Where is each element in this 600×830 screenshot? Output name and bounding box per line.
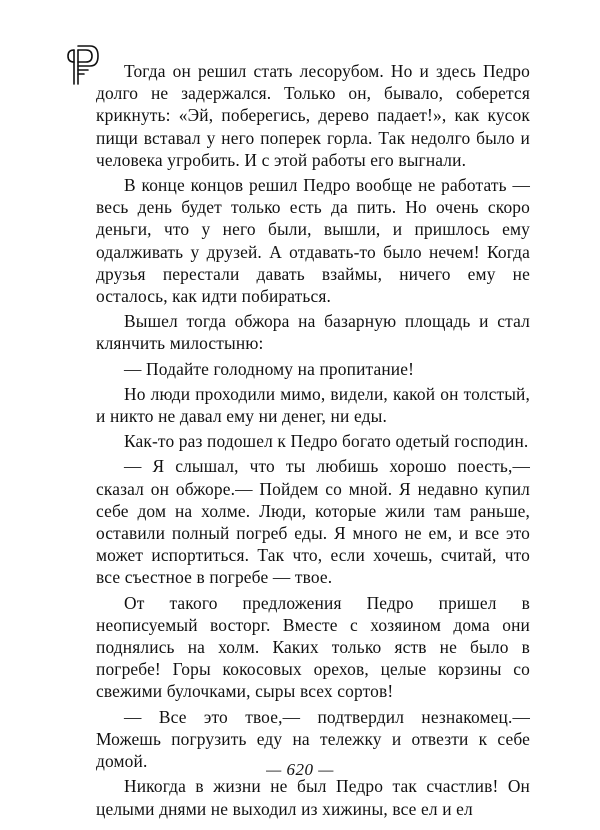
paragraph: Тогда он решил стать лесорубом. Но и здесь Педро долго не задержался. Только он, бывало, соберется крикнуть: «Эй, поберегись, дерево падает!», как кусок пищи вставал у него поперек горла. Так недолго было и человека угробить. И с этой работы его выгнали. <box>96 61 530 170</box>
paragraph: Вышел тогда обжора на базарную площадь и стал клянчить милостыню: <box>96 311 530 354</box>
paragraph: — Все это твое,— подтвердил незнакомец.— Можешь погрузить еду на тележку и отвезти к себе домой. <box>96 706 530 772</box>
paragraph: — Подайте голодному на пропитание! <box>124 358 415 379</box>
paragraph: В конце концов решил Педро вообще не работать — весь день будет только есть да пить. Но очень скоро деньги, что у него были, вышли, и пришлось ему одалживать у друзей. А отдавать-то было нечем! Когда друзья перестали давать взаймы, ничего ему не осталось, как идти побираться. <box>96 175 530 307</box>
paragraph: Никогда в жизни не был Педро так счастлив! Он целыми днями не выходил из хижины, все ел и ел <box>96 776 530 819</box>
main-text <box>96 60 530 820</box>
page-number: — 620 — <box>266 760 334 779</box>
paragraph: Как-то раз подошел к Педро богато одетый господин. <box>124 431 529 452</box>
paragraph: От такого предложения Педро пришел в неописуемый восторг. Вместе с хозяином дома они поднялись на холм. Каких только яств не было в погребе! Горы кокосовых орехов, целые корзины со свежими булочками, сыры всех сортов! <box>96 592 530 702</box>
paragraph: Но люди проходили мимо, видели, какой он толстый, и никто не давал ему ни денег, ни еды. <box>96 383 530 427</box>
paragraph: — Я слышал, что ты любишь хорошо поесть,— сказал он обжоре.— Пойдем со мной. Я недавно купил себе дом на холме. Люди, которые жили там раньше, оставили полный погреб еды. Я много не ем, и все это может испортиться. Так что, если хочешь, считай, что все съестное в погребе — твое. <box>96 456 530 588</box>
